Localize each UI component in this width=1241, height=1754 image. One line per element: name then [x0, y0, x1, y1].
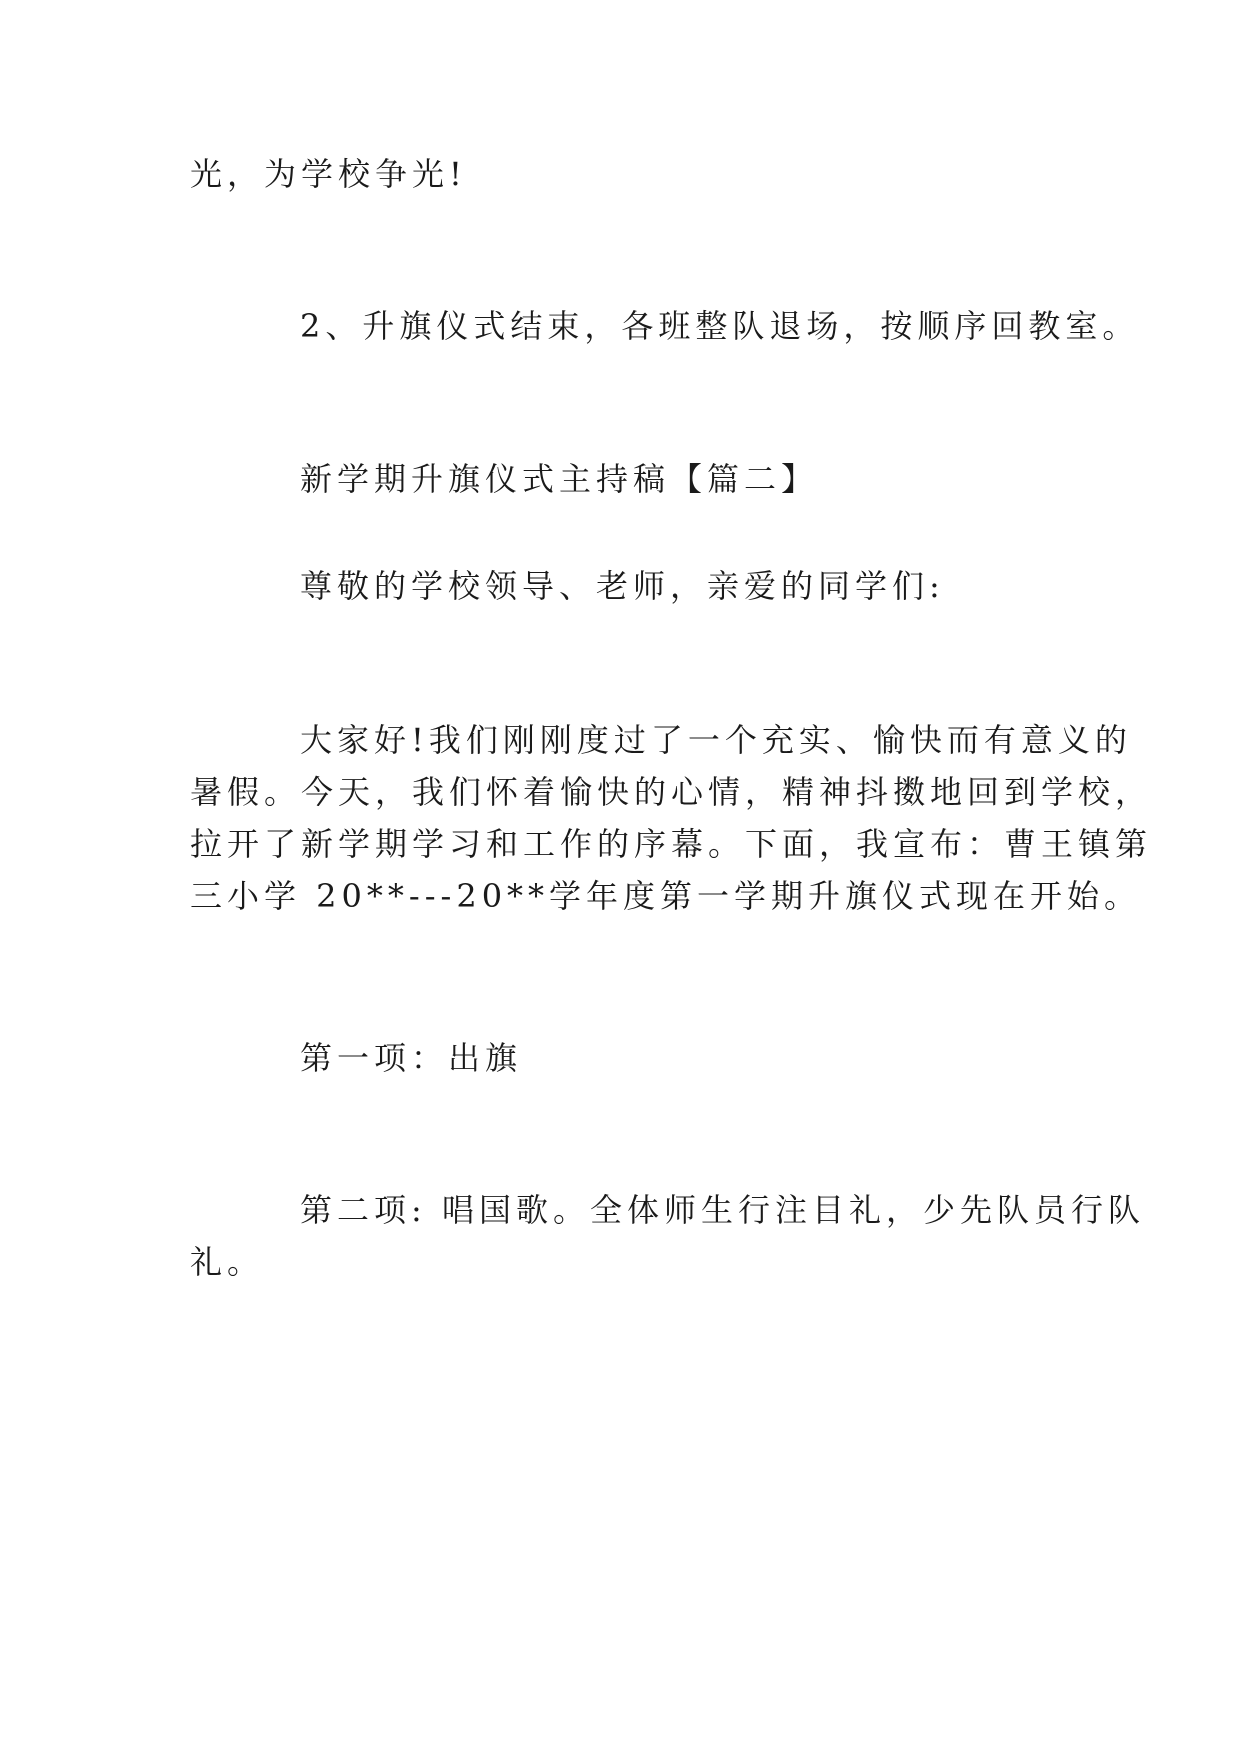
- text-line: 礼。: [190, 1243, 265, 1281]
- paragraph-item-one: [190, 1032, 1055, 1084]
- paragraph-continuation: [190, 148, 1055, 200]
- paragraph-ceremony-end: [190, 300, 1140, 352]
- text-line: 光，为学校争光!: [190, 155, 467, 193]
- text-line: 第二项: 唱国歌。全体师生行注目礼，少先队员行队: [300, 1191, 1145, 1229]
- text-line: 2、升旗仪式结束，各班整队退场，按顺序回教室。: [300, 307, 1140, 345]
- paragraph-item-two: [190, 1184, 1145, 1288]
- text-line: 第一项：出旗: [300, 1039, 523, 1077]
- text-line: 尊敬的学校领导、老师，亲爱的同学们:: [300, 567, 945, 605]
- paragraph-opening: [190, 714, 1153, 922]
- text-line: 新学期升旗仪式主持稿【篇二】: [300, 460, 819, 498]
- text-line: 拉开了新学期学习和工作的序幕。下面，我宣布：曹王镇第: [190, 825, 1153, 863]
- paragraph-salutation: [190, 560, 1055, 612]
- text-line: 暑假。今天，我们怀着愉快的心情，精神抖擞地回到学校，: [190, 773, 1153, 811]
- text-line: 大家好!我们刚刚度过了一个充实、愉快而有意义的: [300, 721, 1132, 759]
- section-heading: [190, 453, 1055, 505]
- text-line: 三小学 20**---20**学年度第一学期升旗仪式现在开始。: [190, 877, 1142, 915]
